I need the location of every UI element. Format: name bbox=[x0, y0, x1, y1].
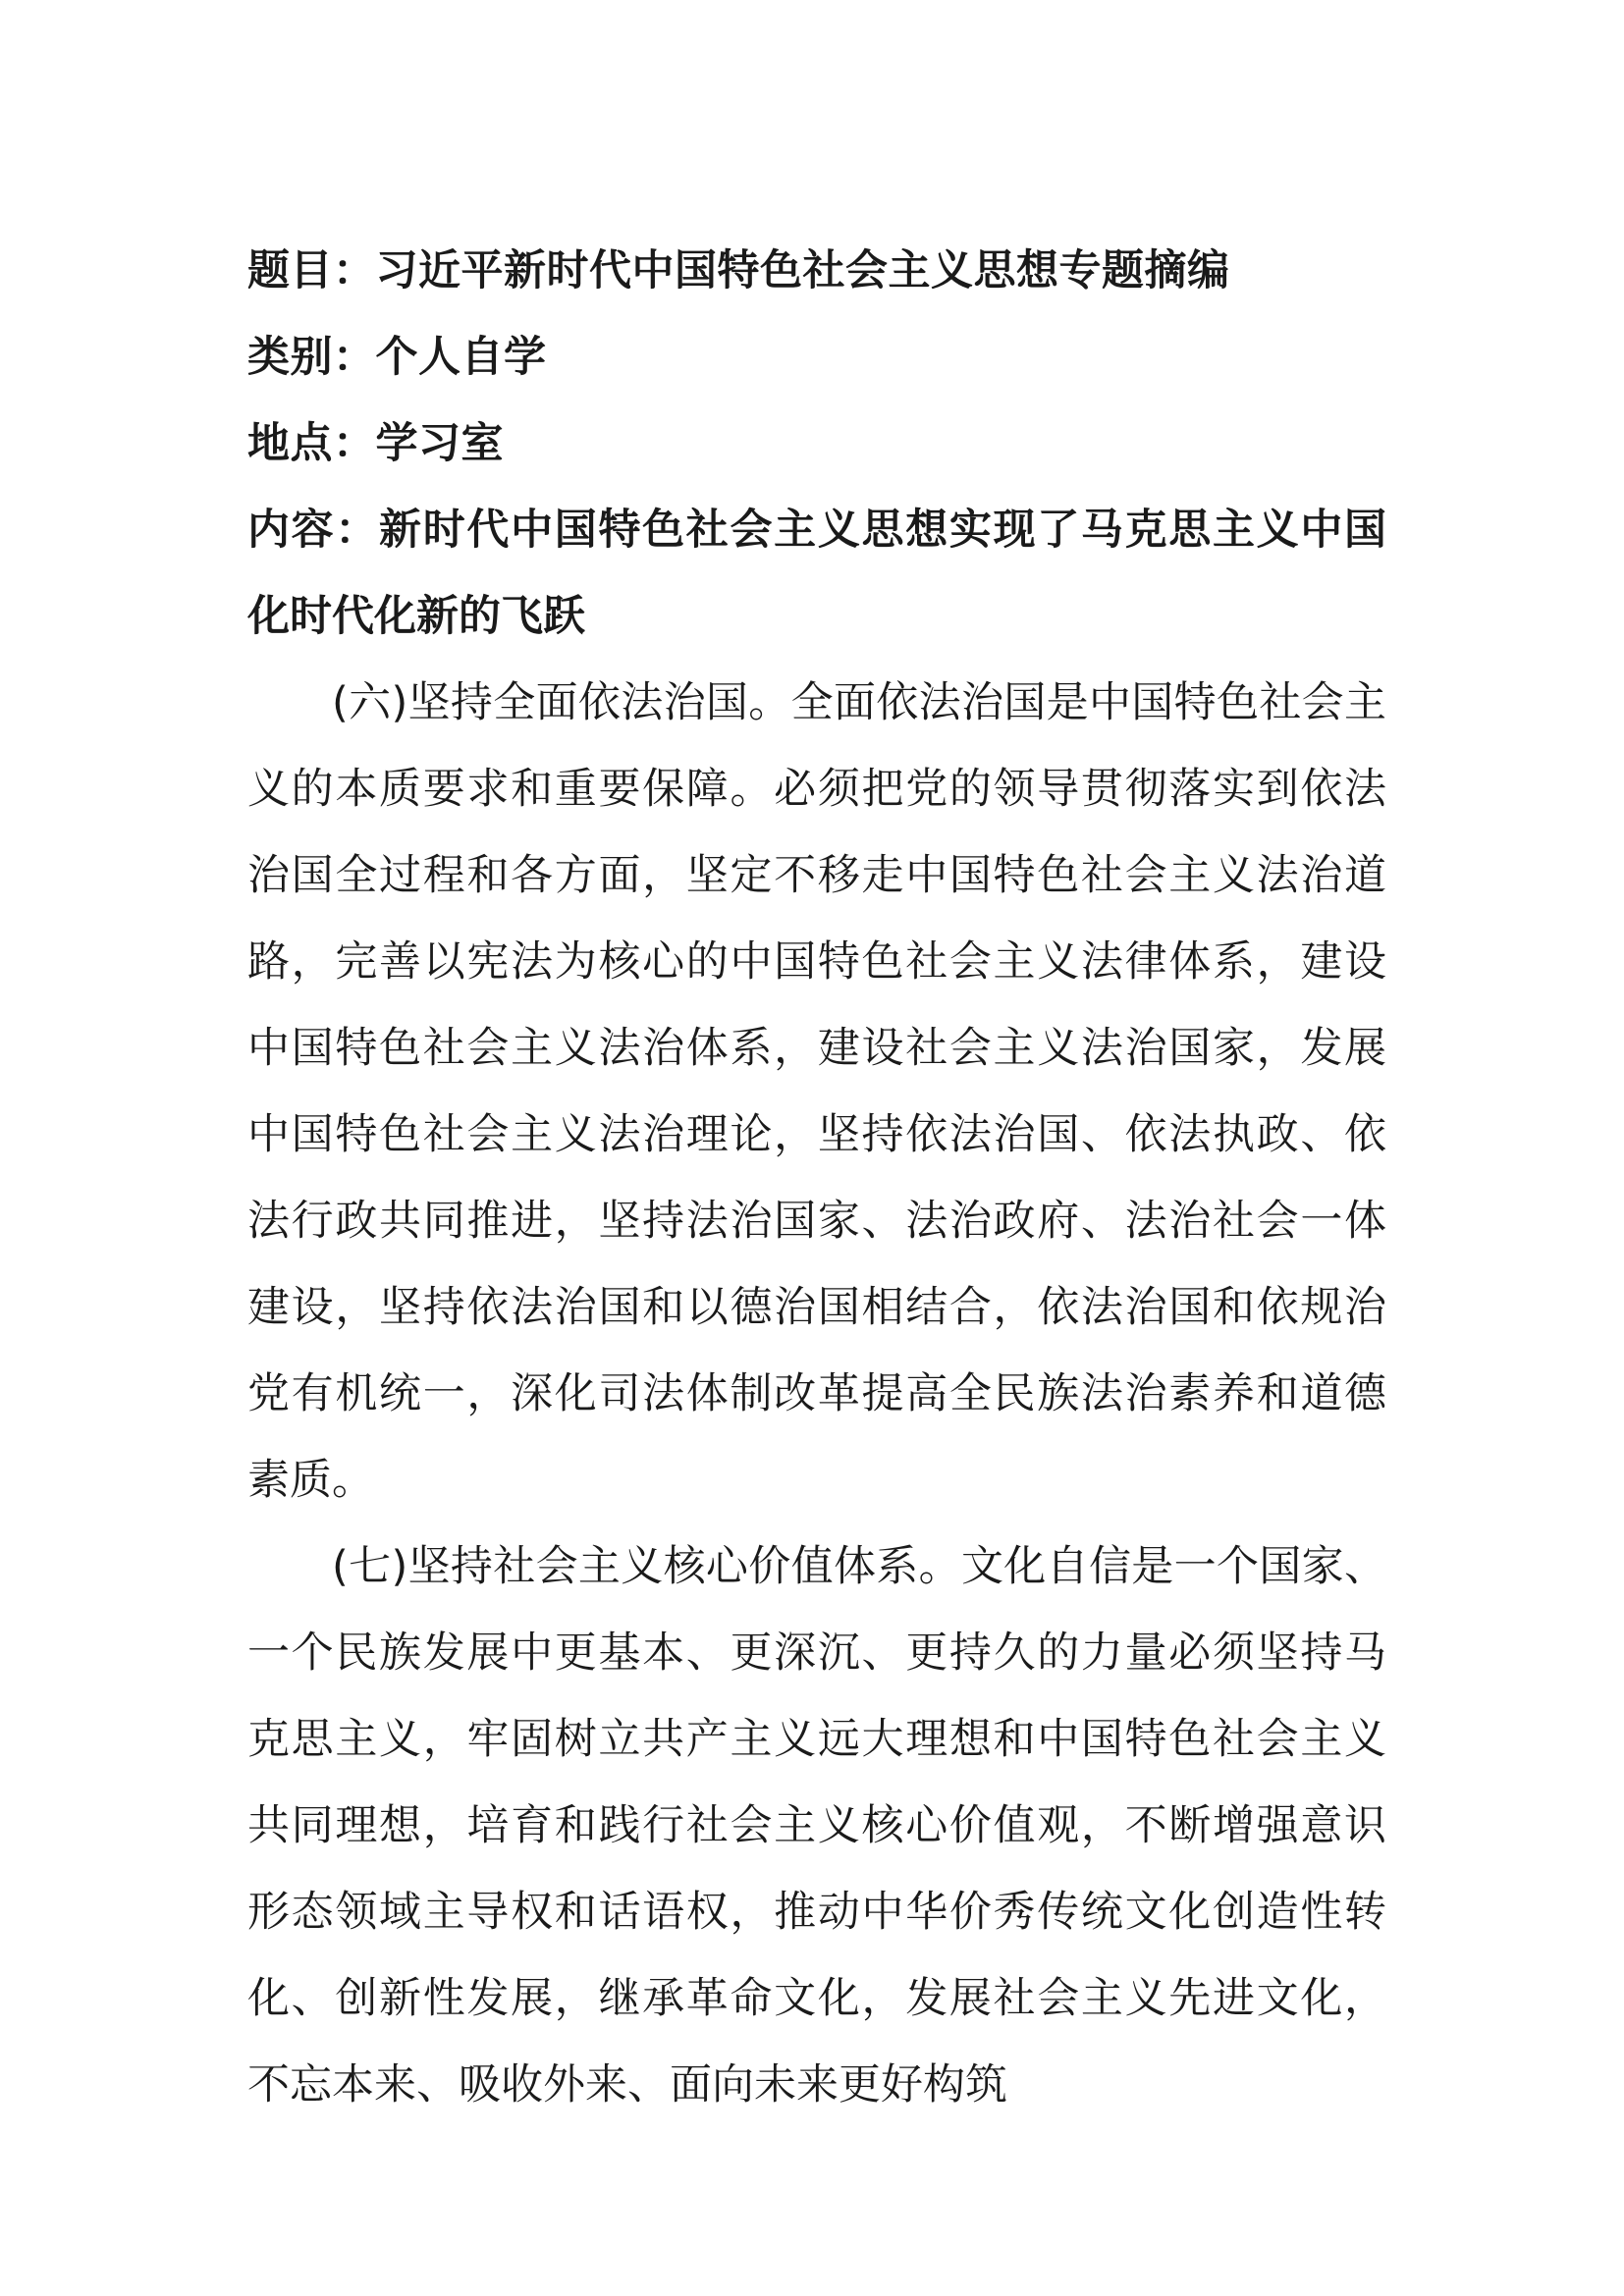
document-page bbox=[247, 228, 1386, 2128]
meta-location bbox=[247, 400, 1386, 487]
meta-location-value: 学习室 bbox=[375, 419, 504, 468]
meta-title-value: 习近平新时代中国特色社会主义思想专题摘编 bbox=[375, 246, 1230, 295]
meta-category bbox=[247, 314, 1386, 400]
meta-content-label: 内容： bbox=[247, 506, 380, 555]
meta-content-value: 新时代中国特色社会主义思想实现了马克思主义中国化时代化新的飞跃 bbox=[247, 506, 1387, 641]
meta-title-label: 题目： bbox=[247, 246, 376, 295]
paragraph-core-values: (七)坚持社会主义核心价值体系。文化自信是一个国家、一个民族发展中更基本、更深沉、更持久的力量必须坚持马克思主义，牢固树立共产主义远大理想和中国特色社会主义共同理想，培育和践行社会主义核心价值观，不断增强意识形态领域主导权和话语权，推动中华价秀传统文化创造性转化、创新性发展，继承革命文化，发展社会主义先进文化，不忘本来、吸收外来、面向未来更好构筑 bbox=[247, 1542, 1386, 2109]
meta-title bbox=[247, 228, 1386, 314]
meta-location-label: 地点： bbox=[247, 419, 376, 468]
meta-category-value: 个人自学 bbox=[375, 333, 547, 382]
paragraph-rule-of-law: (六)坚持全面依法治国。全面依法治国是中国特色社会主义的本质要求和重要保障。必须把党的领导贯彻落实到依法治国全过程和各方面，坚定不移走中国特色社会主义法治道路，完善以宪法为核心的中国特色社会主义法律体系，建设中国特色社会主义法治体系，建设社会主义法治国家，发展中国特色社会主义法治理论，坚持依法治国、依法执政、依法行政共同推进，坚持法治国家、法治政府、法治社会一体建设，坚持依法治国和以德治国相结合，依法治国和依规治党有机统一，深化司法体制改革提高全民族法治素养和道德素质。 bbox=[247, 678, 1386, 1505]
meta-content bbox=[247, 487, 1386, 660]
meta-category-label: 类别： bbox=[247, 333, 376, 382]
